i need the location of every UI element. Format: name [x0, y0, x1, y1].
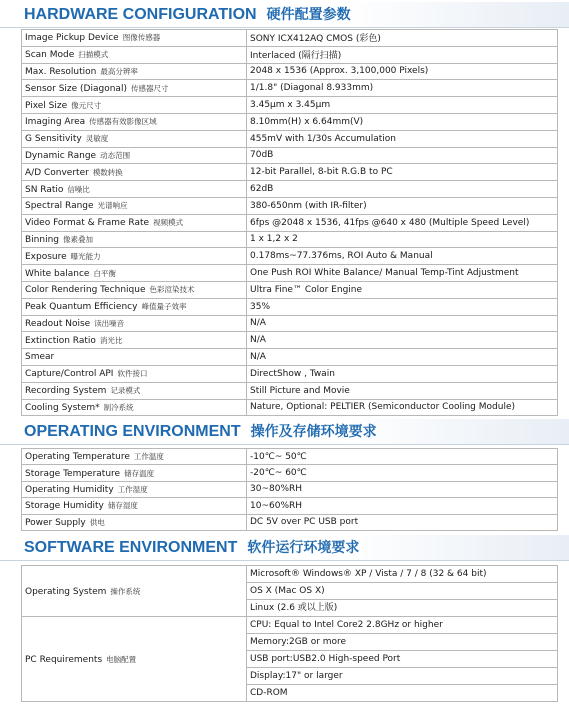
label-en: Power Supply — [25, 517, 86, 528]
label-en: Recording System — [25, 386, 107, 397]
row-label — [22, 465, 247, 481]
row-label — [22, 298, 247, 315]
row-label — [22, 498, 247, 514]
software-section-header — [0, 535, 569, 561]
pc-value: CPU: Equal to Intel Core2 2.8GHz or higher — [250, 620, 443, 630]
label-cn: 曝光能力 — [70, 251, 101, 261]
table-row — [22, 80, 558, 97]
pc-value: USB port:USB2.0 High-speed Port — [247, 650, 557, 667]
label-en: Cooling System* — [25, 402, 100, 413]
table-row — [22, 248, 558, 265]
row-label — [22, 514, 247, 530]
row-value: Nature, Optional: PELTIER (Semiconductor Cooling Module) — [247, 399, 558, 416]
table-row — [22, 349, 558, 366]
table-row — [22, 332, 558, 349]
row-label — [22, 365, 247, 382]
os-value: Linux (2.6 或以上版) — [247, 599, 557, 616]
label-cn: 像素叠加 — [63, 234, 94, 244]
row-label — [22, 481, 247, 497]
pc-value: Display:17" or larger — [247, 667, 557, 684]
row-label — [22, 248, 247, 265]
row-label — [22, 164, 247, 181]
os-label: Operating System — [25, 586, 107, 597]
table-row — [22, 566, 558, 617]
hardware-title-cn: 硬件配置参数 — [266, 7, 351, 23]
operating-spec-table — [21, 448, 558, 531]
row-value: 8.10mm(H) x 6.64mm(V) — [247, 113, 558, 130]
row-label — [22, 113, 247, 130]
row-value: 70dB — [247, 147, 558, 164]
row-label — [22, 281, 247, 298]
label-cn: 光谱响应 — [97, 201, 128, 211]
label-en: Dynamic Range — [25, 150, 97, 161]
row-value: Interlaced (隔行扫描) — [247, 46, 558, 63]
label-en: Max. Resolution — [25, 66, 97, 77]
label-cn: 白平衡 — [93, 268, 116, 278]
pc-value: Memory:2GB or more — [247, 633, 557, 650]
row-value: 455mV with 1/30s Accumulation — [247, 130, 558, 147]
table-row — [22, 30, 558, 47]
row-value: 10~60%RH — [247, 498, 558, 514]
software-title-cn: 软件运行环境要求 — [247, 540, 360, 556]
row-label — [22, 332, 247, 349]
row-value — [247, 566, 558, 617]
label-cn: 软件接口 — [117, 369, 148, 379]
label-cn: 信噪比 — [67, 184, 90, 194]
label-cn: 供电 — [89, 517, 105, 527]
table-row — [22, 197, 558, 214]
row-value: N/A — [247, 349, 558, 366]
label-en: Pixel Size — [25, 100, 68, 111]
label-cn: 峰值量子效率 — [141, 302, 187, 312]
table-row — [22, 365, 558, 382]
label-en: Extinction Ratio — [25, 335, 96, 346]
label-en: Video Format & Frame Rate — [25, 218, 150, 229]
operating-title-cn: 操作及存储环境要求 — [250, 424, 377, 440]
row-value: 380-650nm (with IR-filter) — [247, 197, 558, 214]
table-row — [22, 63, 558, 80]
row-value: 62dB — [247, 181, 558, 198]
label-en: Exposure — [25, 251, 67, 262]
table-row — [22, 46, 558, 63]
row-label — [22, 449, 247, 465]
table-row — [22, 181, 558, 198]
row-value: 3.45μm x 3.45μm — [247, 97, 558, 114]
row-value: -10℃~ 50℃ — [247, 449, 558, 465]
label-en: Image Pickup Device — [25, 33, 119, 44]
table-row — [22, 315, 558, 332]
operating-section-header — [0, 419, 569, 445]
row-label — [22, 147, 247, 164]
label-cn: 储存湿度 — [107, 501, 138, 511]
row-value — [247, 617, 558, 702]
label-en: Readout Noise — [25, 318, 91, 329]
row-value: 6fps @2048 x 1536, 41fps @640 x 480 (Multiple Speed Level) — [247, 214, 558, 231]
label-cn: 储存温度 — [124, 468, 155, 478]
row-value: N/A — [247, 315, 558, 332]
row-value: DC 5V over PC USB port — [247, 514, 558, 530]
os-value: OS X (Mac OS X) — [247, 582, 557, 599]
label-en: A/D Converter — [25, 167, 89, 178]
table-row — [22, 449, 558, 465]
label-en: Capture/Control API — [25, 369, 114, 380]
pc-label: PC Requirements — [25, 654, 103, 665]
row-value: Ultra Fine™ Color Engine — [247, 281, 558, 298]
label-cn: 传感器有效影像区域 — [89, 117, 157, 127]
label-en: Scan Mode — [25, 50, 75, 61]
row-label — [22, 63, 247, 80]
row-label — [22, 399, 247, 416]
label-en: Operating Temperature — [25, 452, 130, 463]
label-cn: 动态范围 — [100, 150, 131, 160]
hardware-section-header — [0, 2, 569, 28]
os-label-cn: 操作系统 — [110, 586, 141, 596]
label-cn: 传感器尺寸 — [130, 83, 169, 93]
label-cn: 色彩渲染技术 — [149, 285, 195, 295]
table-row — [22, 265, 558, 282]
label-en: Operating Humidity — [25, 484, 114, 495]
label-cn: 最高分辨率 — [100, 66, 138, 76]
row-value: SONY ICX412AQ CMOS (彩色) — [247, 30, 558, 47]
pc-label-cn: 电脑配置 — [106, 654, 137, 664]
label-en: Storage Humidity — [25, 501, 104, 512]
table-row — [22, 214, 558, 231]
label-en: Color Rendering Technique — [25, 285, 146, 296]
row-value: One Push ROI White Balance/ Manual Temp-Tint Adjustment — [247, 265, 558, 282]
label-cn: 制冷系统 — [103, 402, 134, 412]
table-row — [22, 113, 558, 130]
row-value: N/A — [247, 332, 558, 349]
row-label — [22, 315, 247, 332]
label-en: White balance — [25, 268, 90, 279]
label-cn: 读出噪音 — [94, 318, 125, 328]
label-en: Imaging Area — [25, 117, 86, 128]
table-row — [22, 231, 558, 248]
row-label — [22, 30, 247, 47]
row-label — [22, 197, 247, 214]
row-label — [22, 231, 247, 248]
os-value: Microsoft® Windows® XP / Vista / 7 / 8 (32 & 64 bit) — [250, 569, 487, 579]
table-row — [22, 97, 558, 114]
label-cn: 模数转换 — [92, 167, 123, 177]
software-spec-table — [21, 565, 558, 702]
row-label — [22, 349, 247, 366]
hardware-title: HARDWARE CONFIGURATION — [24, 6, 257, 23]
row-value: 12-bit Parallel, 8-bit R.G.B to PC — [247, 164, 558, 181]
label-cn: 灵敏度 — [85, 134, 109, 144]
row-value: 35% — [247, 298, 558, 315]
table-row — [22, 465, 558, 481]
table-row — [22, 399, 558, 416]
label-cn: 记录模式 — [110, 386, 141, 396]
label-en: G Sensitivity — [25, 134, 82, 145]
table-row — [22, 298, 558, 315]
label-en: Smear — [25, 352, 55, 363]
row-value: 0.178ms~77.376ms, ROI Auto & Manual — [247, 248, 558, 265]
row-label — [22, 80, 247, 97]
row-value: DirectShow , Twain — [247, 365, 558, 382]
table-row — [22, 514, 558, 530]
row-label — [22, 214, 247, 231]
label-en: Sensor Size (Diagonal) — [25, 83, 127, 94]
table-row — [22, 498, 558, 514]
row-label — [22, 46, 247, 63]
label-cn: 工作温度 — [133, 452, 164, 462]
table-row — [22, 617, 558, 702]
table-row — [22, 164, 558, 181]
row-value: 1/1.8" (Diagonal 8.933mm) — [247, 80, 558, 97]
row-label — [22, 382, 247, 399]
row-value: -20℃~ 60℃ — [247, 465, 558, 481]
table-row — [22, 481, 558, 497]
label-en: Peak Quantum Efficiency — [25, 302, 138, 313]
label-cn: 像元尺寸 — [71, 100, 102, 110]
table-row — [22, 382, 558, 399]
row-label — [22, 130, 247, 147]
row-label — [22, 265, 247, 282]
table-row — [22, 130, 558, 147]
row-value: Still Picture and Movie — [247, 382, 558, 399]
software-title: SOFTWARE ENVIRONMENT — [24, 539, 238, 556]
label-en: SN Ratio — [25, 184, 64, 195]
label-en: Binning — [25, 234, 60, 245]
row-label — [22, 617, 247, 702]
row-label — [22, 566, 247, 617]
label-en: Spectral Range — [25, 201, 94, 212]
row-value: 2048 x 1536 (Approx. 3,100,000 Pixels) — [247, 63, 558, 80]
table-row — [22, 281, 558, 298]
table-row — [22, 147, 558, 164]
hardware-spec-table — [21, 29, 558, 416]
pc-value: CD-ROM — [247, 684, 557, 701]
label-cn: 视频模式 — [153, 218, 184, 228]
operating-title: OPERATING ENVIRONMENT — [24, 423, 241, 440]
row-value: 1 x 1,2 x 2 — [247, 231, 558, 248]
label-cn: 图像传感器 — [122, 33, 161, 43]
row-label — [22, 97, 247, 114]
label-cn: 工作湿度 — [117, 484, 148, 494]
label-cn: 扫描模式 — [78, 50, 109, 60]
row-label — [22, 181, 247, 198]
row-value: 30~80%RH — [247, 481, 558, 497]
label-cn: 消光比 — [99, 335, 123, 345]
label-en: Storage Temperature — [25, 468, 121, 479]
